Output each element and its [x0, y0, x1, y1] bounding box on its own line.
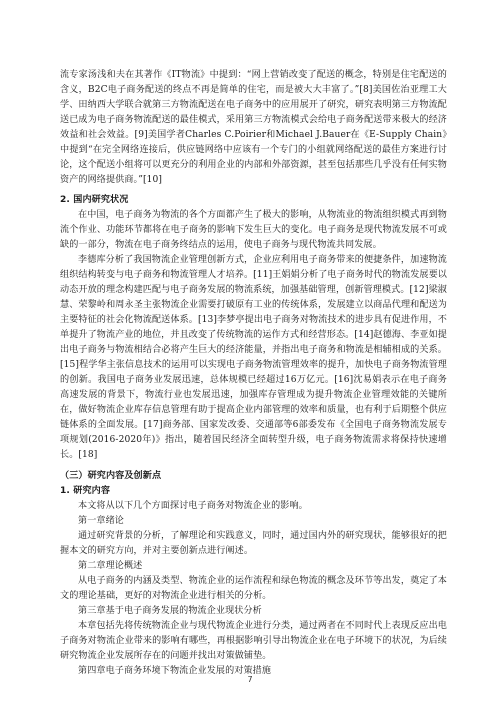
heading-section-three: （三）研究内容及创新点 [60, 471, 162, 481]
paragraph-chapter-one: 通过研究背景的分析，了解理论和实践意义，同时，通过国内外的研究现状，能够很好的把握本文的研究方向，并对主要创新点进行阐述。 [60, 531, 447, 556]
paragraph-domestic-literature: 李德库分析了我国物流企业管理创新方式，企业应利用电子商务带来的便捷条件，加速物流组织结构转变与电子商务和物流管理人才培养。[11]王娟娟分析了电子商务时代的物流发展要以动态开放的理念构建匹配与电子商务发展的物流系统，加强基础管理，创新管理模式。[12]梁淑慧、荣黎岭和周永圣主张物流企业需要打破原有工业的传统体系，发展建立以商品代理和配送为主要特征的社会化物流配送体系。[13]李梦亭提出电子商务对物流技术的进步具有促进作用，不单提升了物流产业的地位，并且改变了传统物流的运作方式和经营形态。[14]赵德海、李亚如提出电子商务与物流相结合必将产生巨大的经济能量，并指出电子商务和物流是相辅相成的关系。[15]程学华主张信息技术的运用可以实现电子商务物流管理效率的提升，加快电子商务物流管理的创新。我国电子商务业发展迅速，总体规模已经超过16万亿元。[16]沈易娟表示在电子商务高速发展的背景下，物流行业也发展迅速，加强库存管理成为提升物流企业管理效能的关键所在，做好物流企业库存信息管理有助于提高企业内部管理的效率和质量，也有利于后期整个供应链体系的全面发展。[17]商务部、国家发改委、交通部等6部委发布《全国电子商务物流发展专项规划(2016-2020年)》指出，随着国民经济全面转型升级，电子商务物流需求将保持快速增长。[18] [60, 255, 447, 460]
paragraph-research-overview: 本文将从以下几个方面探讨电子商务对物流企业的影响。 [78, 501, 308, 511]
heading-domestic-research: 2. 国内研究状况 [60, 195, 129, 205]
heading-research-content: 1. 研究内容 [60, 486, 111, 496]
paragraph-chapter-three: 本章包括先将传统物流企业与现代物流企业进行分类，通过两者在不同时代上表现反应出电子商务对物流企业带来的影响有哪些，再根据影响引导出物流企业在电子环境下的状况，为后续研究物流企业发展所存在的问题并找出对策做铺垫。 [60, 621, 447, 661]
paragraph-foreign-research: 流专家汤浅和夫在其著作《IT物流》中提到：“网上营销改变了配送的概念，特别是住宅配送的含义，B2C电子商务配送的终点不再是简单的住宅，而是被大大丰富了。”[8]美国佐治亚理工大学、田纳西大学联合就第三方物流配送在电子商务中的应用展开了研究，研究表明第三方物流配送已成为电子商务物流配送的最佳模式，采用第三方物流模式会给电子商务配送带来极大的经济效益和社会效益。[9]美国学者Charles C.Poirier和Michael J.Bauer在《E-Supply Chain》中提到“在完全网络连接后，供应链网络中应该有一个专门的小组就网络配送的最佳方案进行讨论，这个配送小组将可以更充分的利用企业的内部和外部资源，甚至包括那些几乎没有任何实物资产的网络提供商。”[10] [60, 70, 447, 185]
paragraph-domestic-intro: 在中国，电子商务为物流的各个方面都产生了极大的影响，从物流业的物流组织模式再到物流个作业、功能环节都将在电子商务的影响下发生巨大的变化。电子商务是现代物流发展不可或缺的一部分，物流在电子商务终结点的运用，使电子商务与现代物流共同发展。 [60, 210, 447, 250]
page-number: 7 [247, 675, 253, 684]
paragraph-chapter-two: 从电子商务的内涵及类型、物流企业的运作流程和绿色物流的概念及环节等出发，奠定了本文的理论基础，更好的对物流企业进行相关的分析。 [60, 576, 447, 601]
chapter-four-title: 第四章电子商务环境下物流企业发展的对策措施 [78, 666, 272, 676]
chapter-two-title: 第二章理论概述 [78, 561, 143, 571]
chapter-three-title: 第三章基于电子商务发展的物流企业现状分析 [78, 606, 262, 616]
chapter-one-title: 第一章绪论 [78, 516, 124, 526]
document-body [60, 68, 447, 679]
